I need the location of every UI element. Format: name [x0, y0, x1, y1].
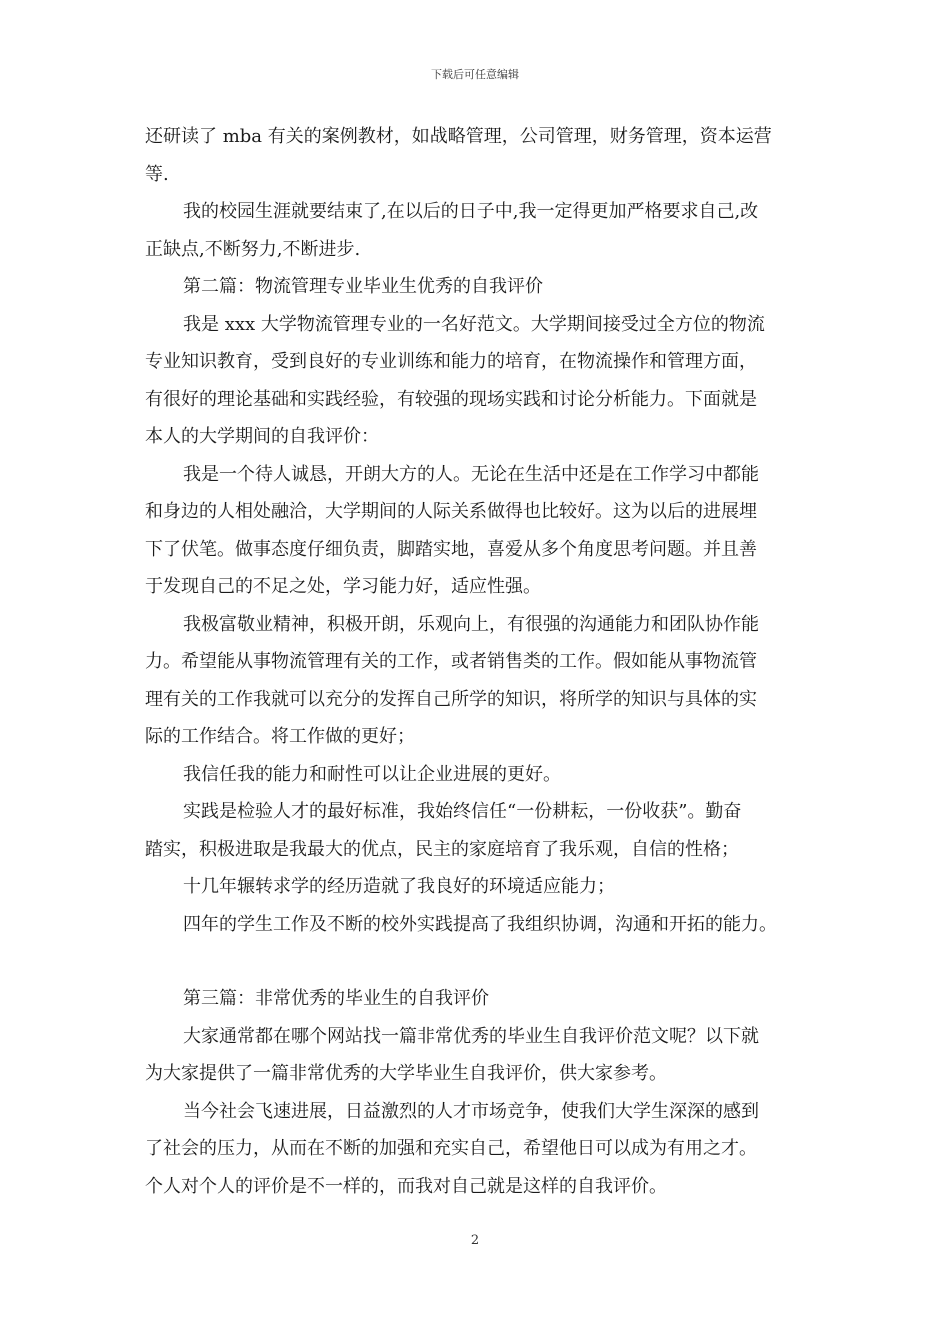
text-line: 踏实，积极进取是我最大的优点，民主的家庭培育了我乐观，自信的性格；: [145, 838, 739, 860]
page-number: 2: [470, 1233, 480, 1248]
text-line: 理有关的工作我就可以充分的发挥自己所学的知识，将所学的知识与具体的实: [145, 688, 757, 710]
paragraph-start: 四年的学生工作及不断的校外实践提高了我组织协调，沟通和开拓的能力。: [183, 913, 777, 935]
document-body: [145, 118, 825, 1205]
paragraph-start: 我的校园生涯就要结束了,在以后的日子中,我一定得更加严格要求自己,改: [183, 201, 759, 222]
paragraph-start: 实践是检验人才的最好标准，我始终信任“一份耕耘，一份收获”。勤奋: [183, 801, 742, 822]
text-line: 和身边的人相处融洽，大学期间的人际关系做得也比较好。这为以后的进展埋: [145, 501, 757, 522]
paragraph-start: 我是一个待人诚恳，开朗大方的人。无论在生活中还是在工作学习中都能: [183, 463, 759, 485]
text-line: 为大家提供了一篇非常优秀的大学毕业生自我评价，供大家参考。: [145, 1063, 667, 1084]
text-line: 力。希望能从事物流管理有关的工作，或者销售类的工作。假如能从事物流管: [145, 651, 757, 672]
text-line: 于发现自己的不足之处，学习能力好，适应性强。: [145, 576, 541, 597]
text-line: 正缺点,不断努力,不断进步.: [145, 238, 361, 260]
paragraph-start: 十几年辗转求学的经历造就了我良好的环境适应能力；: [183, 876, 615, 897]
paragraph-start: 我极富敬业精神，积极开朗，乐观向上，有很强的沟通能力和团队协作能: [183, 613, 759, 635]
text-line: 际的工作结合。将工作做的更好；: [145, 726, 415, 747]
text-line: 专业知识教育，受到良好的专业训练和能力的培育，在物流操作和管理方面，: [145, 351, 757, 372]
text-line: 下了伏笔。做事态度仔细负责，脚踏实地，喜爱从多个角度思考问题。并且善: [145, 538, 757, 560]
paragraph-start: 我信任我的能力和耐性可以让企业进展的更好。: [183, 763, 561, 785]
paragraph-start: 当今社会飞速进展，日益激烈的人才市场竞争，使我们大学生深深的感到: [183, 1100, 759, 1122]
section-heading-3: 第三篇：非常优秀的毕业生的自我评价: [183, 988, 489, 1009]
text-line: 等.: [145, 163, 169, 185]
paragraph-start: 大家通常都在哪个网站找一篇非常优秀的毕业生自我评价范文呢？以下就: [183, 1025, 759, 1047]
text-line: 有很好的理论基础和实践经验，有较强的现场实践和讨论分析能力。下面就是: [145, 388, 757, 410]
text-line: 了社会的压力，从而在不断的加强和充实自己，希望他日可以成为有用之才。: [145, 1138, 757, 1159]
text-line: 个人对个人的评价是不一样的，而我对自己就是这样的自我评价。: [145, 1175, 667, 1197]
section-heading-2: 第二篇：物流管理专业毕业生优秀的自我评价: [183, 276, 543, 297]
blank-line: [145, 943, 825, 980]
page-header: 下载后可任意编辑: [431, 68, 519, 81]
text-line: 本人的大学期间的自我评价：: [145, 426, 379, 447]
text-line: 还研读了 mba 有关的案例教材，如战略管理，公司管理，财务管理，资本运营: [145, 126, 772, 147]
paragraph-start: 我是 xxx 大学物流管理专业的一名好范文。大学期间接受过全方位的物流: [183, 313, 765, 335]
